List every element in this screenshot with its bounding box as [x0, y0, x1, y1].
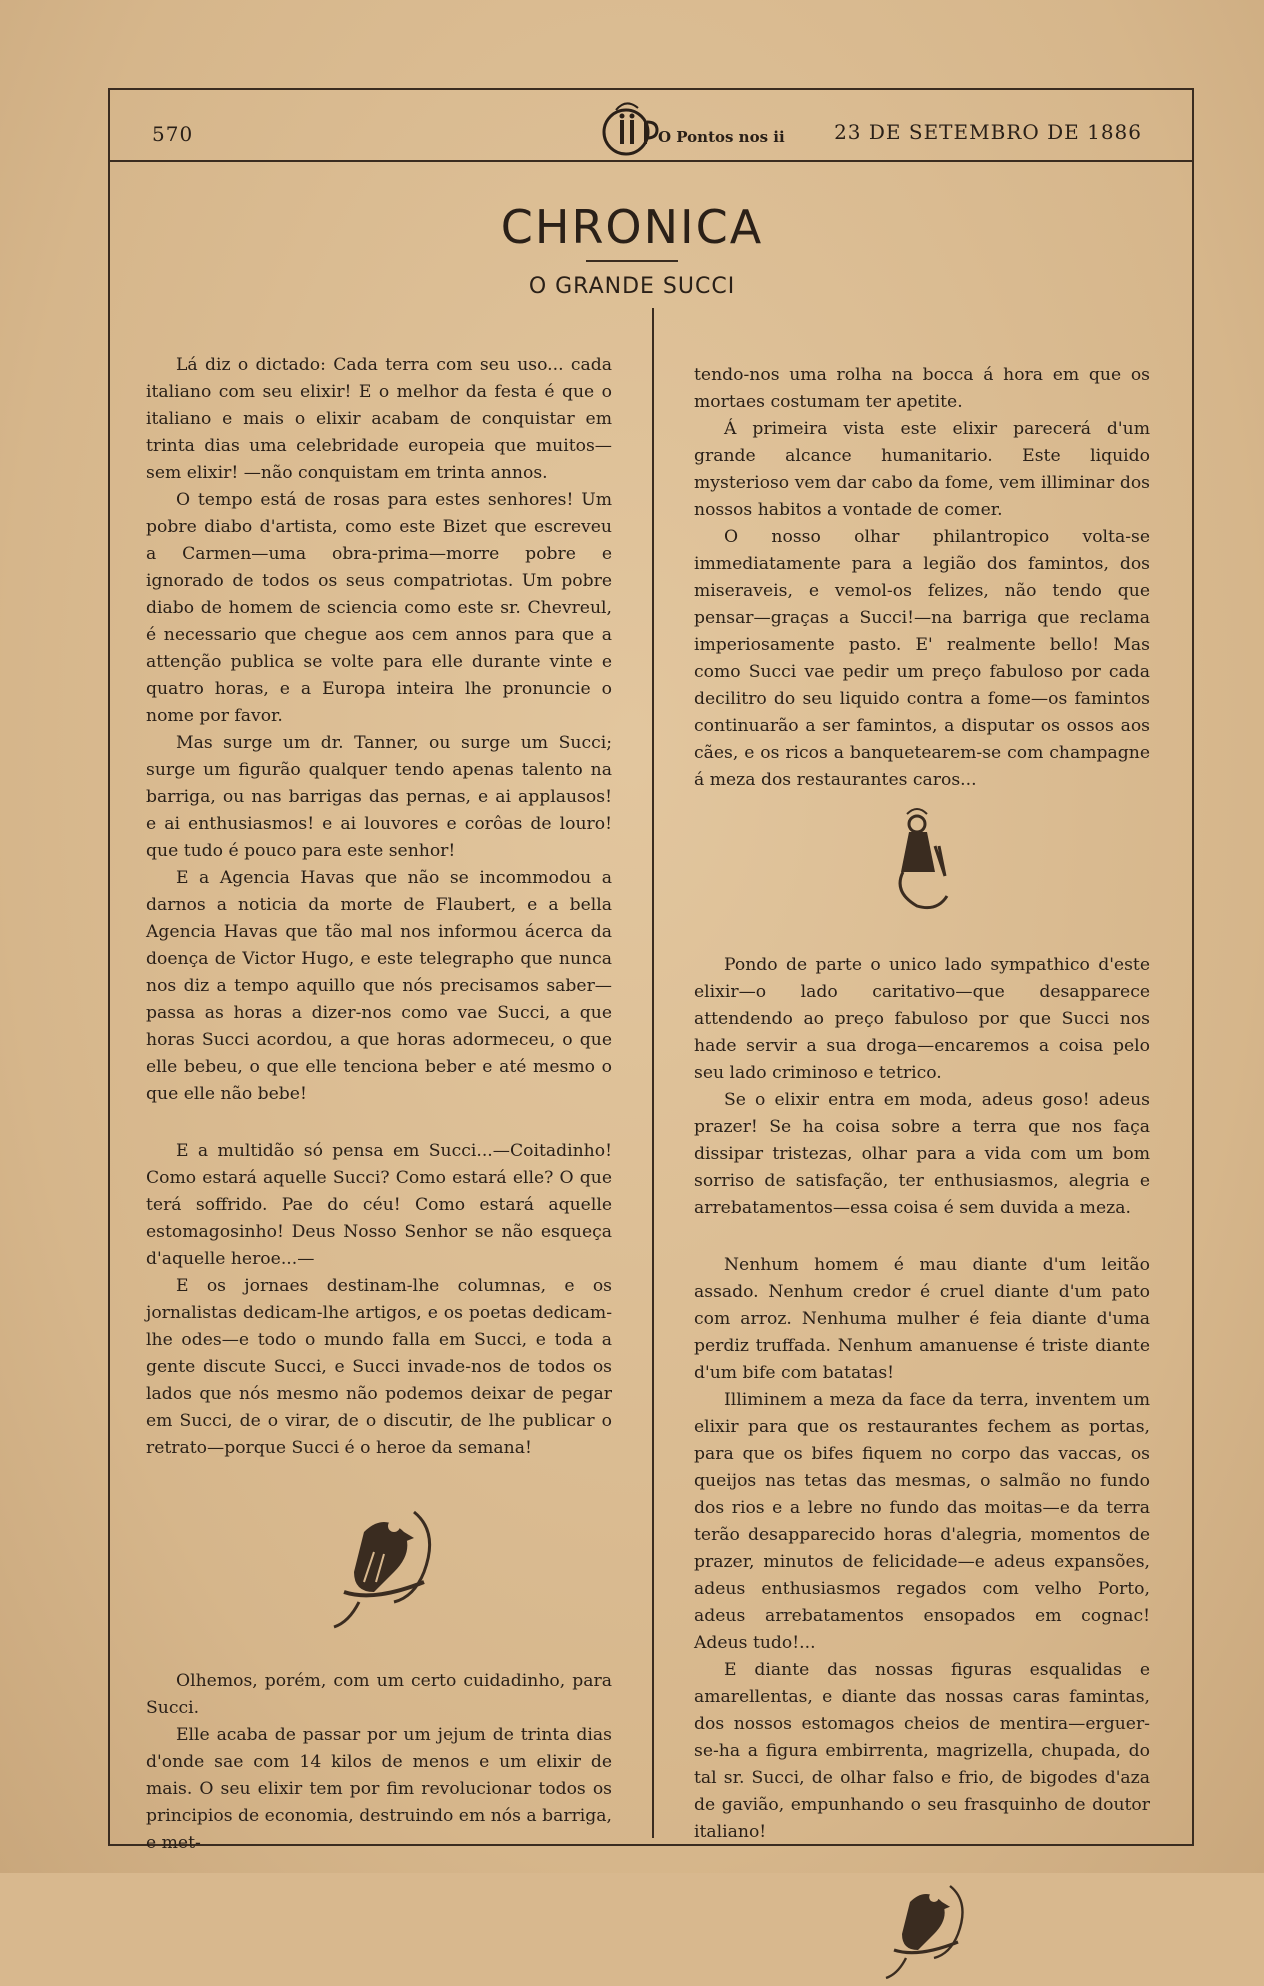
column-divider — [652, 308, 654, 1838]
paragraph: Illiminem a meza da face da terra, inventem um elixir para que os restaurantes fechem as portas, para que os bifes fiquem no corpo das vaccas, os queijos nas tetas das mesmas, o salmão no fundo dos rios e a lebre no fundo das moitas—e da terra terão desapparecido horas d'alegria, momentos de prazer, minutos de felicidade—e adeus expansões, adeus enthusiasmos regados com velho Porto, adeus arrebatamentos ensopados em cognac! Adeus tudo!... — [694, 1390, 1150, 1653]
paragraph: tendo-nos uma rolha na bocca á hora em que os mortaes costumam ter apetite. — [694, 365, 1150, 412]
article-subtitle: O GRANDE SUCCI — [528, 274, 736, 299]
paragraph: E a Agencia Havas que não se incommodou a darnos a noticia da morte de Flaubert, e a bella Agencia Havas que tão mal nos informou ácerca da doença de Victor Hugo, e este telegrapho que nunca nos diz a tempo aquillo que nós precisamos saber—passa as horas a dizer-nos como vae Succi, a que horas Succi acordou, a que horas adormeceu, o que elle bebeu, o que elle tenciona beber e até mesmo o que elle não bebe! — [146, 868, 612, 1104]
paragraph: Nenhum homem é mau diante d'um leitão assado. Nenhum credor é cruel diante d'um pato com arroz. Nenhuma mulher é feia diante d'uma perdiz truffada. Nenhum amanuense é triste diante d'um bife com batatas! — [694, 1255, 1150, 1383]
title-rule — [586, 260, 678, 262]
paragraph: E os jornaes destinam-lhe columnas, e os jornalistas dedicam-lhe artigos, e os poetas dedicam-lhe odes—e todo o mundo falla em Succi, e toda a gente discute Succi, e Succi invade-nos de todos os lados que nós mesmo não podemos deixar de pegar em Succi, de o virar, de o discutir, de lhe publicar o retrato—porque Succi é o heroe da semana! — [146, 1276, 612, 1458]
page-number: 570 — [152, 122, 194, 146]
paragraph: E a multidão só pensa em Succi...—Coitadinho! Como estará aquelle Succi? Como estará elle? O que terá soffrido. Pae do céu! Como estará aquelle estomagosinho! Deus Nosso Senhor se não esqueça d'aquelle heroe...— — [146, 1141, 612, 1269]
paragraph: E diante das nossas figuras esqualidas e amarellentas, e diante das nossas caras famintas, dos nossos estomagos cheios de mentira—erguer-se-ha a figura embirrenta, magrizella, chupada, do tal sr. Succi, de olhar falso e frio, de bigodes d'aza de gavião, empunhando o seu frasquinho de doutor italiano! — [694, 1660, 1150, 1842]
paragraph: O nosso olhar philantropico volta-se immediatamente para a legião dos famintos, dos miseraveis, e vemol-os felizes, não tendo que pensar—graças a Succi!—na barriga que reclama imperiosamente pasto. E' realmente bello! Mas como Succi vae pedir um preço fabuloso por cada decilitro do seu liquido contra a fome—os famintos continuarão a ser famintos, a disputar os ossos aos cães, e os ricos a banquetearem-se com champagne á meza dos restaurantes caros... — [694, 527, 1150, 790]
article-title: CHRONICA — [500, 200, 764, 254]
left-column — [146, 352, 612, 1857]
paragraph: Elle acaba de passar por um jejum de trinta dias d'onde sae com 14 kilos de menos e um elixir de mais. O seu elixir tem por fim revolucionar todos os principios de economia, destruindo em nós a barriga, e met- — [146, 1725, 613, 1853]
paragraph: Lá diz o dictado: Cada terra com seu uso... cada italiano com seu elixir! E o melhor da festa é que o italiano e mais o elixir acabam de conquistar em trinta dias uma celebridade europeia que muitos—sem elixir! —não conquistam em trinta annos. — [146, 355, 612, 483]
masthead-logo-text: O Pontos nos ii — [658, 128, 785, 146]
masthead-logo-icon — [586, 96, 785, 160]
paragraph: O tempo está de rosas para estes senhores! Um pobre diabo d'artista, como este Bizet que escreveu a Carmen—uma obra-prima—morre pobre e ignorado de todos os seus compatriotas. Um pobre diabo de homem de sciencia como este sr. Chevreul, é necessario que chegue aos cem annos para que a attenção publica se volte para elle durante vinte e quatro horas, e a Europa inteira lhe pronuncie o nome por favor. — [146, 490, 612, 726]
parrot-vignette-icon — [862, 1866, 982, 1986]
parrot-vignette-icon — [304, 1492, 454, 1632]
paragraph: Olhemos, porém, com um certo cuidadinho, para Succi. — [146, 1671, 612, 1718]
paragraph: Se o elixir entra em moda, adeus goso! adeus prazer! Se ha coisa sobre a terra que nos faça dissipar tristezas, olhar para a vida com um bom sorriso de satisfação, ter enthusiasmos, alegria e arrebatamentos—essa coisa é sem duvida a meza. — [694, 1090, 1150, 1218]
paragraph: Pondo de parte o unico lado sympathico d'este elixir—o lado caritativo—que desapparece attendendo ao preço fabuloso por que Succi nos hade servir a sua droga—encaremos a coisa pelo seu lado criminoso e tetrico. — [694, 955, 1150, 1083]
right-column — [694, 362, 1150, 1986]
header-rule — [108, 160, 1194, 162]
figure-vignette-icon — [887, 806, 957, 916]
paragraph: Á primeira vista este elixir parecerá d'um grande alcance humanitario. Este liquido mysterioso vem dar cabo da fome, vem illiminar dos nossos habitos a vontade de comer. — [694, 419, 1150, 520]
paragraph: Mas surge um dr. Tanner, ou surge um Succi; surge um figurão qualquer tendo apenas talento na barriga, ou nas barrigas das pernas, e ai applausos! e ai enthusiasmos! e ai louvores e corôas de louro! que tudo é pouco para este senhor! — [146, 733, 612, 861]
issue-date: 23 DE SETEMBRO DE 1886 — [834, 120, 1142, 144]
